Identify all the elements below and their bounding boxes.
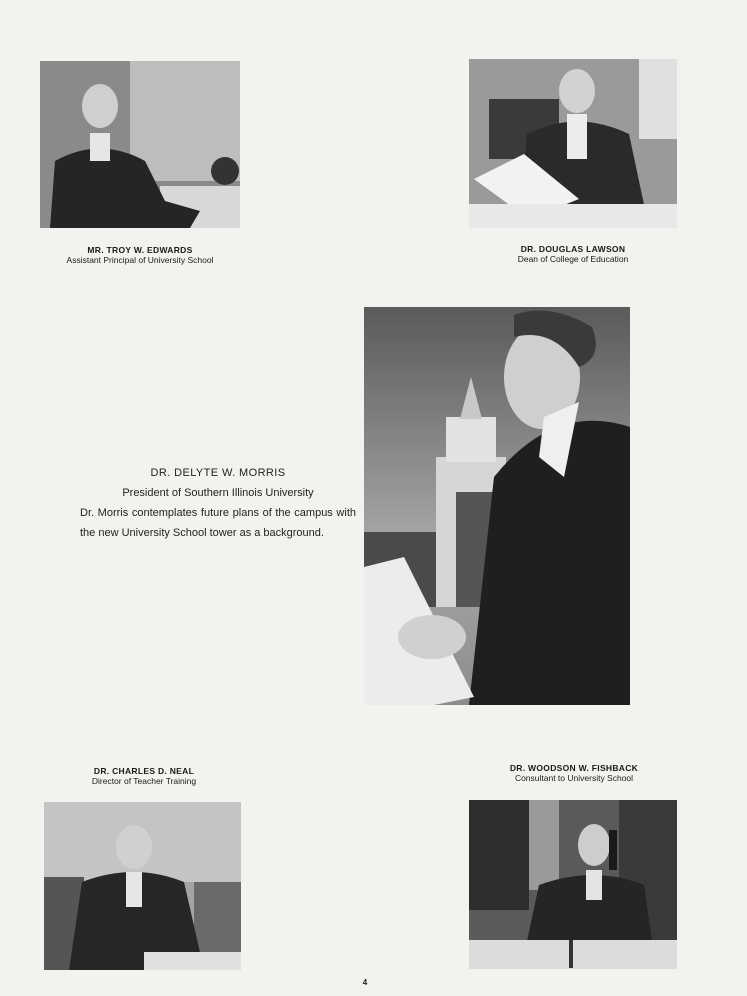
photo-troy-edwards (40, 61, 240, 228)
person-title: Consultant to University School (514, 773, 634, 783)
caption-woodson-fishback (454, 763, 694, 783)
person-name: DR. DOUGLAS LAWSON (520, 244, 626, 254)
caption-douglas-lawson (453, 244, 693, 264)
photo-charles-neal (44, 802, 241, 970)
caption-charles-neal (24, 766, 264, 786)
morris-description: Dr. Morris contemplates future plans of the campus with the new University School tower as a background. (80, 507, 356, 539)
person-title: Assistant Principal of University School (66, 255, 214, 265)
caption-troy-edwards (20, 245, 260, 265)
person-name: DR. WOODSON W. FISHBACK (509, 763, 639, 773)
morris-title: President of Southern Illinois University (122, 487, 314, 499)
morris-name: DR. DELYTE W. MORRIS (150, 467, 286, 479)
morris-caption (80, 463, 356, 543)
photo-delyte-morris (364, 307, 630, 705)
person-name: DR. CHARLES D. NEAL (93, 766, 195, 776)
photo-douglas-lawson (469, 59, 677, 228)
person-name: MR. TROY W. EDWARDS (87, 245, 193, 255)
person-title: Dean of College of Education (517, 254, 629, 264)
photo-woodson-fishback (469, 800, 677, 969)
page-number: 4 (362, 978, 368, 987)
person-title: Director of Teacher Training (91, 776, 197, 786)
